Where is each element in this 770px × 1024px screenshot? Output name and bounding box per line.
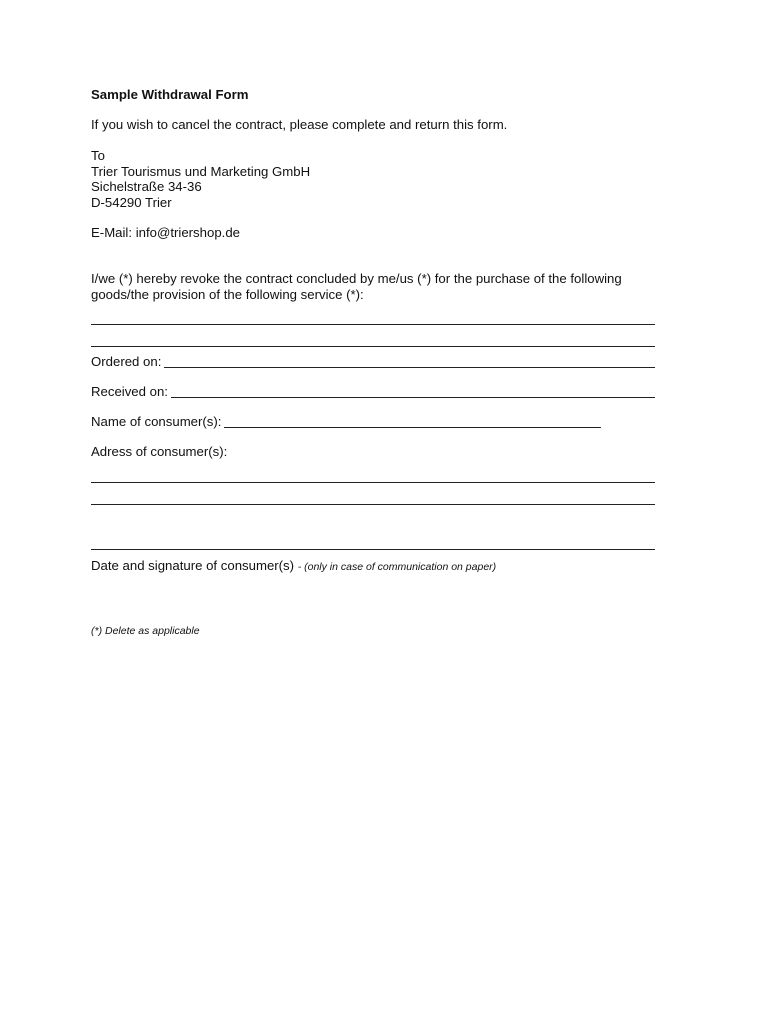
recipient-to: To <box>91 148 105 163</box>
received-on-label: Received on: <box>91 384 168 399</box>
ordered-on-blank[interactable] <box>164 367 655 368</box>
recipient-email: E-Mail: info@triershop.de <box>91 225 240 240</box>
consumer-name-blank[interactable] <box>224 427 601 428</box>
ordered-on-label: Ordered on: <box>91 354 162 369</box>
consumer-address-label: Adress of consumer(s): <box>91 444 228 459</box>
signature-blank-line[interactable] <box>91 549 655 550</box>
received-on-blank[interactable] <box>171 397 655 398</box>
footnote: (*) Delete as applicable <box>91 625 200 637</box>
signature-label: Date and signature of consumer(s) <box>91 558 295 573</box>
recipient-address <box>91 148 310 211</box>
goods-blank-line-2[interactable] <box>91 346 655 347</box>
form-title: Sample Withdrawal Form <box>91 87 249 102</box>
revocation-line-1: I/we (*) hereby revoke the contract concluded by me/us (*) for the purchase of the following <box>91 271 622 286</box>
recipient-city: D-54290 Trier <box>91 195 172 211</box>
revocation-statement <box>91 271 622 303</box>
ordered-on-field <box>91 354 655 370</box>
goods-blank-line-1[interactable] <box>91 324 655 325</box>
consumer-name-label: Name of consumer(s): <box>91 414 222 429</box>
signature-caption <box>91 558 496 575</box>
revocation-line-2: goods/the provision of the following service (*): <box>91 287 364 302</box>
address-blank-line-2[interactable] <box>91 504 655 505</box>
signature-note: - (only in case of communication on paper) <box>297 561 497 573</box>
received-on-field <box>91 384 655 400</box>
recipient-street: Sichelstraße 34-36 <box>91 179 202 195</box>
address-blank-line-1[interactable] <box>91 482 655 483</box>
consumer-name-field <box>91 414 601 430</box>
recipient-company: Trier Tourismus und Marketing GmbH <box>91 163 311 179</box>
form-intro: If you wish to cancel the contract, please complete and return this form. <box>91 117 508 132</box>
